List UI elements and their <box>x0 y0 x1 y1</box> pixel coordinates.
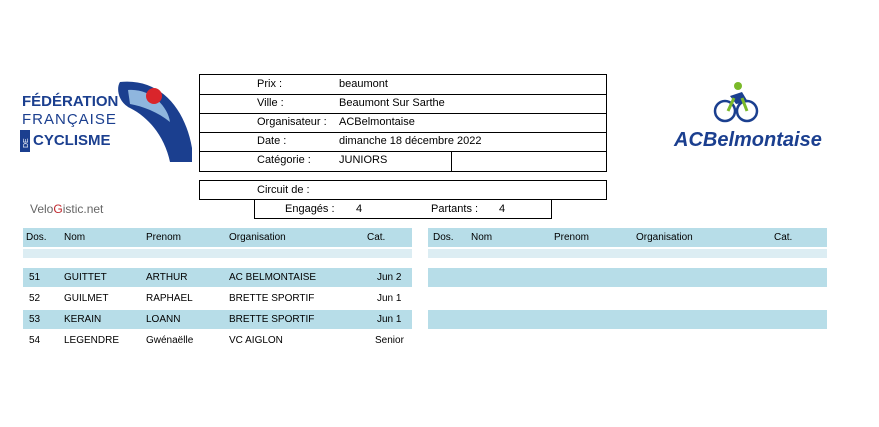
svg-text:CYCLISME: CYCLISME <box>33 132 111 149</box>
prix-label: Prix : <box>257 78 283 90</box>
nom-cell: KERAIN <box>64 314 102 325</box>
col-prenom-header: Prenom <box>146 232 182 243</box>
cat-cell: Jun 1 <box>377 293 402 304</box>
categorie-value: JUNIORS <box>339 154 388 166</box>
table-row <box>23 268 412 287</box>
table-row <box>23 289 412 308</box>
prix-value: beaumont <box>339 78 388 90</box>
svg-text:ACBelmontaise: ACBelmontaise <box>674 129 822 151</box>
dos-cell: 54 <box>29 335 41 346</box>
info-row-organisateur <box>200 113 606 133</box>
info-row-date <box>200 132 606 152</box>
svg-text:DE: DE <box>23 138 30 148</box>
categorie-label: Catégorie : <box>257 154 311 166</box>
prenom-cell: LOANN <box>146 314 181 325</box>
cat-cell: Jun 2 <box>377 272 402 283</box>
right-table-header <box>428 228 827 247</box>
prenom-cell: Gwénaëlle <box>146 335 194 346</box>
date-value: dimanche 18 décembre 2022 <box>339 135 482 147</box>
organisation-cell: BRETTE SPORTIF <box>229 293 315 304</box>
categorie-divider <box>451 151 452 172</box>
organisation-cell: BRETTE SPORTIF <box>229 314 315 325</box>
organisateur-label: Organisateur : <box>257 116 327 128</box>
acbelmontaise-logo <box>672 78 822 156</box>
dos-cell: 51 <box>29 272 41 283</box>
col-organisation-header: Organisation <box>229 232 286 243</box>
nom-cell: GUILMET <box>64 293 109 304</box>
engages-value: 4 <box>356 203 363 215</box>
info-row-prix <box>200 75 606 95</box>
ville-label: Ville : <box>257 97 284 109</box>
info-row-categorie <box>200 151 606 172</box>
col-organisation-header: Organisation <box>636 232 693 243</box>
table-row <box>23 310 412 329</box>
empty-row <box>428 268 827 287</box>
nom-cell: LEGENDRE <box>64 335 120 346</box>
nom-cell: GUITTET <box>64 272 107 283</box>
col-nom-header: Nom <box>471 232 493 243</box>
partants-label: Partants : <box>431 203 479 215</box>
col-cat-header: Cat. <box>367 232 386 243</box>
race-info-box <box>199 74 607 172</box>
circuit-box <box>199 180 607 200</box>
velogistic-watermark: VeloGistic.net <box>30 202 104 216</box>
svg-text:FRANÇAISE: FRANÇAISE <box>22 111 117 128</box>
counts-box <box>254 200 552 219</box>
prenom-cell: ARTHUR <box>146 272 188 283</box>
organisateur-value: ACBelmontaise <box>339 116 415 128</box>
cyclist-icon <box>672 78 822 156</box>
svg-text:FÉDÉRATION: FÉDÉRATION <box>22 93 119 110</box>
date-label: Date : <box>257 135 287 147</box>
col-dos-header: Dos. <box>433 232 454 243</box>
ville-value: Beaumont Sur Sarthe <box>339 97 445 109</box>
dos-cell: 52 <box>29 293 41 304</box>
col-nom-header: Nom <box>64 232 86 243</box>
table-spacer <box>428 249 827 258</box>
col-prenom-header: Prenom <box>554 232 590 243</box>
col-dos-header: Dos. <box>26 232 47 243</box>
circuit-label: Circuit de : <box>257 184 310 196</box>
left-table-header <box>23 228 412 247</box>
organisation-cell: VC AIGLON <box>229 335 283 346</box>
col-cat-header: Cat. <box>774 232 793 243</box>
ffc-logo <box>20 78 195 162</box>
table-spacer <box>23 249 412 258</box>
empty-row <box>428 310 827 329</box>
engages-label: Engagés : <box>285 203 335 215</box>
cat-cell: Jun 1 <box>377 314 402 325</box>
prenom-cell: RAPHAEL <box>146 293 193 304</box>
partants-value: 4 <box>499 203 506 215</box>
organisation-cell: AC BELMONTAISE <box>229 272 317 283</box>
info-row-ville <box>200 94 606 114</box>
dos-cell: 53 <box>29 314 41 325</box>
table-row <box>23 331 412 350</box>
cat-cell: Senior <box>375 335 404 346</box>
